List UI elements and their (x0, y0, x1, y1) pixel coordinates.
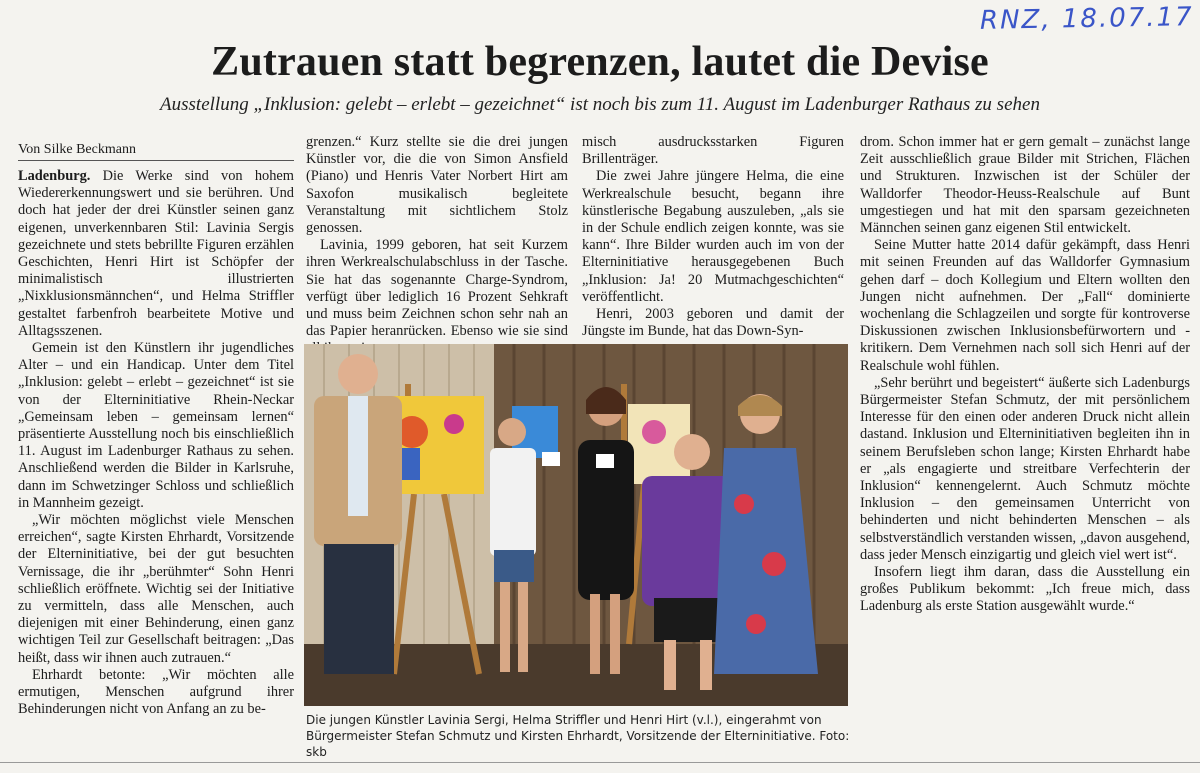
paragraph: Gemein ist den Künstlern ihr jugendliches Alter – und ein Handicap. Unter dem Titel „Inklusion: gelebt – erlebt – gezeichnet“ ist sie von der Elterninitiative Rhein-Neckar „Gemeinsam leben – gemeinsam lernen“ präsentierte Ausstellung noch bis einschließlich 11. August im Ladenburger Rathaus zu sehen. Anschließend werden die Bilder in Karlsruhe, dann im Schwetzinger Schloss und schließlich in Mannheim gezeigt. (18, 340, 294, 511)
article-column-3 (582, 134, 844, 340)
paragraph: Ehrhardt betonte: „Wir möchten alle ermutigen, Menschen aufgrund ihrer Behinderungen nicht von Anfang an zu be- (18, 666, 294, 718)
paragraph: Lavinia, 1999 geboren, hat seit Kurzem ihren Werkrealschulabschluss in der Tasche. Sie hat das sogenannte Charge-Syndrom, verfügt über lediglich 16 Prozent Sehkraft und muss beim Zeichnen schon sehr nah an das Papier heranrücken. Ebenso wie sie sind (306, 237, 568, 340)
article-photo (304, 344, 848, 706)
paragraph: misch ausdrucksstarken Figuren Brillenträger. (582, 134, 844, 168)
photo-caption: Die jungen Künstler Lavinia Sergi, Helma Striffler und Henri Hirt (v.l.), eingerahmt von Bürgermeister Stefan Schmutz und Kirsten Ehrhardt, Vorsitzende der Elterninitiative. Foto: skb (306, 713, 850, 759)
article-column-1 (18, 168, 294, 758)
paragraph: Henri, 2003 geboren und damit der Jüngste im Bunde, hat das Down-Syn- (582, 306, 844, 340)
paragraph: „Sehr berührt und begeistert“ äußerte sich Ladenburgs Bürgermeister Stefan Schmutz, der mit persönlichem Interesse für den einen oder anderen Druck nicht allein dastand. Inklusion und Elterninitiativen begleiten ihn in seinem Berufsleben schon lange; Kirsten Ehrhardt habe er „als engagierte und streitbare Verfechterin der Inklusion“ kennengelernt. Auch Schmutz möchte Inklusion – den gemeinsamen Unterricht von behinderten und nicht behinderten Menschen – als selbstverständlich verstanden wissen, „davon ausgehend, dass jeder Mensch einzigartig und gleich viel wert ist“. (860, 374, 1190, 563)
article-column-4 (860, 134, 1190, 754)
article-headline: Zutrauen statt begrenzen, lautet die Devise (211, 39, 989, 85)
paragraph: Ladenburg. Die Werke sind von hohem Wiedererkennungswert und sie berühren. Und doch hat jeder der drei Künstler seinen ganz eigenen, unverkennbaren Stil: Lavinia Sergis gezeichnete und stets bebrillte Figuren erzählen Geschichten, Henri Hirt ist Schöpfer der minimalistisch illustrierten „Nixklusionsmännchen“, und Helma Striffler gestaltet farbenfroh bearbeitete Motive und Alltagsszenen. (18, 168, 294, 339)
paragraph: Insofern liegt ihm daran, dass die Ausstellung ein großes Publikum bekommt: „Ich freue mich, dass Ladenburg als erste Station ausgewählt wurde.“ (860, 564, 1190, 615)
author-byline: Von Silke Beckmann (18, 142, 294, 161)
dateline: Ladenburg. (18, 168, 91, 184)
article-column-2 (306, 134, 568, 340)
paragraph: „Wir möchten möglichst viele Menschen erreichen“, sagte Kirsten Ehrhardt, Vorsitzende der Elterninitiative, bei der gut besuchten Vernissage, die ihr „berühmter“ Sohn Henri schließlich eröffnete. Wichtig sei der Initiative zu vermitteln, dass alle Menschen, auch diejenigen mit einer Behinderung, einen ganz wichtigen Teil zur Gesellschaft beitragen: „Das heißt, dass wir ihnen auch zutrauen.“ (18, 512, 294, 666)
article-subheadline: Ausstellung „Inklusion: gelebt – erlebt – gezeichnet“ ist noch bis zum 11. August im Ladenburger Rathaus zu sehen (160, 94, 1040, 115)
paragraph: grenzen.“ Kurz stellte sie die drei jungen Künstler vor, die die von Simon Ansfield (Piano) und Henris Vater Norbert Hirt am Saxofon musikalisch begleitete Veranstaltung mit sichtlichem Stolz genossen. (306, 134, 568, 237)
handwritten-date-stamp: RNZ, 18.07.17 (980, 2, 1195, 36)
photo-illustration (304, 344, 848, 706)
paragraph: drom. Schon immer hat er gern gemalt – zunächst lange Zeit ausschließlich graue Bilder mit Strichen, Flächen und Strukturen. Inzwischen ist der Schüler der Walldorfer Theodor-Heuss-Realschule auf Bunt umgestiegen und hat mit den sparsam gezeichneten Männchen seinen ganz eigenen Stil entwickelt. (860, 134, 1190, 237)
bottom-rule (0, 762, 1200, 763)
paragraph: Seine Mutter hatte 2014 dafür gekämpft, dass Henri mit seinen Freunden auf das Walldorfer Gymnasium gehen darf – doch Kollegium und Eltern wollten den Jungen nicht aufnehmen. Der „Fall“ dominierte wochenlang die Schlagzeilen und sorgte für kontroverse Diskussionen zwischen Inklusionsbefürwortern und -kritikern. Dem Vernehmen nach soll sich Henri auf der Realschule wohl fühlen. (860, 237, 1190, 374)
paragraph: Die zwei Jahre jüngere Helma, die eine Werkrealschule besucht, begann ihre künstlerische Begabung auszuleben, „als sie in der Schule endlich zeigen konnte, was sie kann“. Ihre Bilder wurden auch im von der Elterninitiative herausgegebenen Buch „Inklusion: Ja! 20 Mutmachgeschichten“ veröffentlicht. (582, 168, 844, 305)
